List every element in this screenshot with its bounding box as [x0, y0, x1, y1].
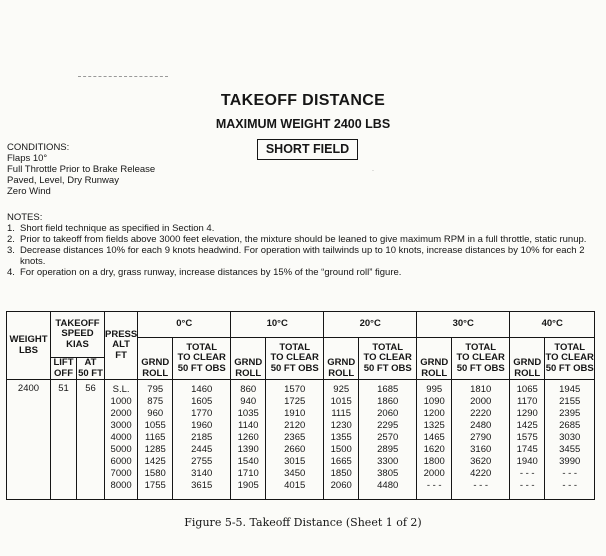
grnd-roll-value: 925 — [333, 384, 350, 395]
grnd-roll-value: 1230 — [330, 420, 352, 431]
grnd-roll-value: 1745 — [516, 444, 538, 455]
grnd-roll-value: 995 — [426, 384, 443, 395]
grnd-roll-value: - - - — [519, 468, 535, 479]
weight-header: WEIGHT LBS — [7, 312, 51, 380]
grnd-roll-value: 1165 — [145, 432, 166, 443]
total-distance-value: 3620 — [470, 456, 492, 467]
total-distance-value: 4480 — [377, 480, 399, 491]
note-number: 3. — [7, 245, 15, 256]
grnd-roll-value: 1015 — [330, 396, 352, 407]
total-distance-value: 2000 — [470, 396, 492, 407]
press-alt-header: PRESS ALT FT — [105, 312, 138, 380]
total-to-clear-header: TOTAL TO CLEAR 50 FT OBS — [545, 338, 595, 380]
total-distance-value: 2155 — [559, 396, 581, 407]
page-subtitle: MAXIMUM WEIGHT 2400 LBS — [215, 117, 391, 131]
grnd-roll-value: 2060 — [330, 480, 352, 491]
condition-runway: Paved, Level, Dry Runway — [7, 175, 119, 186]
takeoff-distance-table — [6, 311, 595, 500]
conditions-heading: CONDITIONS: — [7, 142, 70, 153]
total-distance-value: 4220 — [470, 468, 492, 479]
total-distance-value: - - - — [562, 468, 578, 479]
altitude-value: 8000 — [110, 480, 132, 491]
grnd-roll-column — [231, 380, 266, 500]
total-distance-value: 2220 — [470, 408, 492, 419]
total-distance-value: 1725 — [284, 396, 306, 407]
grnd-roll-value: 1755 — [144, 480, 166, 491]
total-distance-value: 1460 — [191, 384, 213, 395]
figure-caption: Figure 5-5. Takeoff Distance (Sheet 1 of 2) — [184, 516, 422, 529]
altitude-value: 6000 — [110, 456, 132, 467]
total-distance-value: 2480 — [470, 420, 492, 431]
total-to-clear-header: TOTAL TO CLEAR 50 FT OBS — [173, 338, 231, 380]
note-text: Prior to takeoff from fields above 3000 feet elevation, the mixture should be leaned to give maximum RPM in a full throttle, static runup. — [20, 234, 587, 245]
total-distance-column — [173, 380, 231, 500]
note-item — [7, 245, 606, 267]
condition-flaps: Flaps 10° — [7, 153, 48, 164]
altitude-value: 2000 — [110, 408, 132, 419]
grnd-roll-value: 1090 — [423, 396, 445, 407]
total-distance-value: 2395 — [559, 408, 581, 419]
grnd-roll-value: 1390 — [237, 444, 259, 455]
decorative-dash — [78, 76, 168, 77]
temp-header: 30°C — [417, 312, 510, 338]
grnd-roll-value: 2000 — [423, 468, 445, 479]
total-distance-value: 3030 — [559, 432, 581, 443]
at-50-speed-cell: 56 — [77, 380, 105, 500]
short-field-badge: SHORT FIELD — [257, 139, 358, 160]
total-distance-value: 2185 — [191, 432, 213, 443]
grnd-roll-column — [324, 380, 359, 500]
total-distance-value: 2120 — [284, 420, 306, 431]
altitude-value: 5000 — [110, 444, 132, 455]
total-to-clear-header: TOTAL TO CLEAR 50 FT OBS — [452, 338, 510, 380]
total-distance-value: 1860 — [377, 396, 399, 407]
grnd-roll-value: 795 — [147, 384, 164, 395]
altitude-value: 4000 — [110, 432, 132, 443]
grnd-roll-value: 1540 — [237, 456, 259, 467]
grnd-roll-value: 1200 — [423, 408, 445, 419]
grnd-roll-column — [138, 380, 173, 500]
grnd-roll-value: - - - — [519, 480, 535, 491]
total-distance-value: - - - — [562, 480, 578, 491]
total-distance-value: 2365 — [284, 432, 306, 443]
total-distance-value: 2895 — [377, 444, 399, 455]
altitude-value: S.L. — [112, 384, 130, 395]
grnd-roll-value: 875 — [147, 396, 164, 407]
total-distance-value: 3805 — [377, 468, 399, 479]
total-distance-value: 3450 — [284, 468, 306, 479]
total-distance-column — [266, 380, 324, 500]
note-item — [7, 234, 606, 245]
grnd-roll-value: 940 — [240, 396, 257, 407]
grnd-roll-value: 1260 — [237, 432, 259, 443]
lift-off-speed-cell: 51 — [51, 380, 77, 500]
temp-header: 20°C — [324, 312, 417, 338]
note-item — [7, 223, 606, 234]
grnd-roll-value: 1425 — [144, 456, 166, 467]
grnd-roll-value: 1285 — [144, 444, 166, 455]
total-distance-value: 1605 — [191, 396, 213, 407]
grnd-roll-value: 1170 — [517, 396, 538, 407]
altitude-value: 1000 — [110, 396, 132, 407]
total-distance-value: 2685 — [559, 420, 581, 431]
total-distance-value: 1570 — [284, 384, 306, 395]
grnd-roll-header: GRND ROLL — [510, 338, 545, 380]
grnd-roll-column — [510, 380, 545, 500]
conditions-block — [7, 142, 155, 197]
grnd-roll-header: GRND ROLL — [138, 338, 173, 380]
grnd-roll-value: 1115 — [331, 408, 352, 419]
grnd-roll-header: GRND ROLL — [231, 338, 266, 380]
altitude-value: 3000 — [110, 420, 132, 431]
total-distance-value: 3140 — [191, 468, 213, 479]
temp-header: 40°C — [510, 312, 595, 338]
grnd-roll-value: 1940 — [516, 456, 538, 467]
total-distance-column — [545, 380, 595, 500]
notes-block — [7, 212, 606, 278]
total-distance-value: 1810 — [470, 384, 492, 395]
grnd-roll-value: 960 — [147, 408, 164, 419]
grnd-roll-value: 1620 — [423, 444, 445, 455]
total-distance-value: 3615 — [191, 480, 213, 491]
total-distance-value: 2295 — [377, 420, 399, 431]
total-to-clear-header: TOTAL TO CLEAR 50 FT OBS — [359, 338, 417, 380]
lift-off-header: LIFT OFF — [51, 358, 77, 380]
altitude-value: 7000 — [110, 468, 132, 479]
total-distance-value: 1770 — [191, 408, 213, 419]
grnd-roll-value: 1500 — [330, 444, 352, 455]
condition-wind: Zero Wind — [7, 186, 51, 197]
grnd-roll-value: 1710 — [237, 468, 259, 479]
at-50-ft-header: AT 50 FT — [78, 357, 103, 379]
grnd-roll-value: 1035 — [237, 408, 259, 419]
total-distance-value: 1960 — [191, 420, 213, 431]
total-distance-value: 3160 — [470, 444, 492, 455]
temp-header: 10°C — [231, 312, 324, 338]
total-distance-value: 3015 — [284, 456, 306, 467]
total-distance-value: 2790 — [470, 432, 492, 443]
total-distance-value: 2060 — [377, 408, 399, 419]
grnd-roll-value: 1665 — [330, 456, 352, 467]
temp-header: 0°C — [138, 312, 231, 338]
scan-speck: · — [372, 168, 374, 174]
grnd-roll-value: - - - — [426, 480, 442, 491]
total-distance-value: 2660 — [284, 444, 306, 455]
weight-cell: 2400 — [7, 380, 51, 500]
total-distance-value: 3990 — [559, 456, 581, 467]
altitude-column — [105, 380, 138, 500]
note-text: For operation on a dry, grass runway, increase distances by 15% of the “ground roll” figure. — [20, 267, 402, 278]
note-number: 1. — [7, 223, 15, 234]
grnd-roll-value: 1355 — [330, 432, 352, 443]
grnd-roll-value: 1325 — [423, 420, 445, 431]
total-distance-value: 1945 — [559, 384, 581, 395]
grnd-roll-value: 1850 — [330, 468, 352, 479]
grnd-roll-value: 1140 — [238, 420, 259, 431]
grnd-roll-value: 1905 — [237, 480, 259, 491]
total-distance-value: 1685 — [377, 384, 399, 395]
note-item — [7, 267, 606, 278]
grnd-roll-header: GRND ROLL — [324, 338, 359, 380]
total-distance-value: 2570 — [377, 432, 399, 443]
total-distance-value: 4015 — [284, 480, 306, 491]
note-number: 2. — [7, 234, 15, 245]
grnd-roll-column — [417, 380, 452, 500]
total-distance-value: 2445 — [191, 444, 213, 455]
notes-heading: NOTES: — [7, 212, 43, 223]
grnd-roll-value: 1575 — [516, 432, 538, 443]
note-text: Decrease distances 10% for each 9 knots headwind. For operation with tailwinds up to 10 knots, increase distances by 10% for each 2 knots. — [20, 245, 585, 267]
total-distance-value: 1910 — [284, 408, 306, 419]
total-distance-value: 2755 — [191, 456, 213, 467]
grnd-roll-header: GRND ROLL — [417, 338, 452, 380]
page-title: TAKEOFF DISTANCE — [220, 92, 386, 109]
total-distance-value: 3455 — [559, 444, 581, 455]
grnd-roll-value: 1800 — [423, 456, 445, 467]
total-distance-column — [359, 380, 417, 500]
grnd-roll-value: 1425 — [516, 420, 538, 431]
grnd-roll-value: 1465 — [423, 432, 445, 443]
total-distance-column — [452, 380, 510, 500]
total-to-clear-header: TOTAL TO CLEAR 50 FT OBS — [266, 338, 324, 380]
grnd-roll-value: 1580 — [144, 468, 166, 479]
grnd-roll-value: 1290 — [516, 408, 538, 419]
note-number: 4. — [7, 267, 15, 278]
condition-throttle: Full Throttle Prior to Brake Release — [7, 164, 156, 175]
grnd-roll-value: 860 — [240, 384, 257, 395]
grnd-roll-value: 1055 — [144, 420, 166, 431]
grnd-roll-value: 1065 — [516, 384, 538, 395]
total-distance-value: 3300 — [377, 456, 399, 467]
total-distance-value: - - - — [473, 480, 489, 491]
note-text: Short field technique as specified in Section 4. — [20, 223, 215, 234]
takeoff-speed-header: TAKEOFF SPEED KIAS — [51, 312, 105, 358]
